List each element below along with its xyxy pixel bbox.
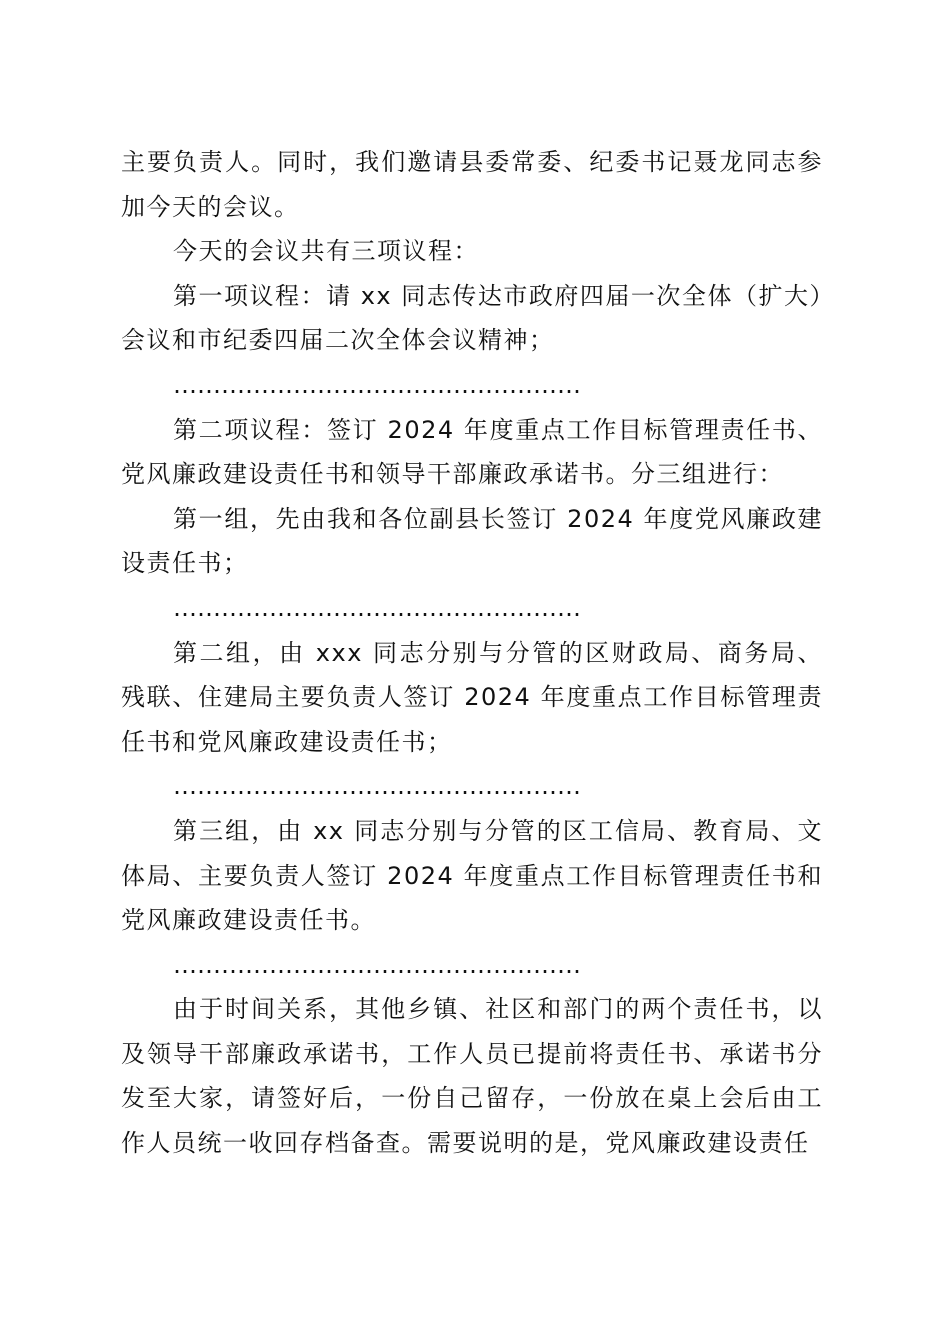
ellipsis-separator: …………………………………………… [173, 950, 581, 979]
ellipsis-separator: …………………………………………… [173, 593, 581, 622]
paragraph-closing-note: 由于时间关系，其他乡镇、社区和部门的两个责任书，以及领导干部廉政承诺书，工作人员已提前将责任书、承诺书分发至大家，请签好后，一份自己留存，一份放在桌上会后由工作人员统一收回存档备查。需要说明的是，党风廉政建设责任 [121, 995, 823, 1158]
paragraph-group-1: 第一组，先由我和各位副县长签订 2024 年度党风廉政建设责任书； [121, 504, 823, 578]
document-body [121, 140, 823, 1166]
paragraph-agenda-item-2: 第二项议程：签订 2024 年度重点工作目标管理责任书、党风廉政建设责任书和领导干部廉政承诺书。分三组进行： [121, 415, 823, 489]
paragraph-attendees: 主要负责人。同时，我们邀请县委常委、纪委书记聂龙同志参加今天的会议。 [121, 148, 823, 221]
paragraph-agenda-intro: 今天的会议共有三项议程： [173, 237, 479, 266]
paragraph-agenda-item-1: 第一项议程：请 xx 同志传达市政府四届一次全体（扩大）会议和市纪委四届二次全体会议精神； [121, 281, 823, 355]
paragraph-group-2: 第二组，由 xxx 同志分别与分管的区财政局、商务局、残联、住建局主要负责人签订 2024 年度重点工作目标管理责任书和党风廉政建设责任书； [121, 638, 823, 756]
paragraph-group-3: 第三组，由 xx 同志分别与分管的区工信局、教育局、文体局、主要负责人签订 2024 年度重点工作目标管理责任书和党风廉政建设责任书。 [121, 816, 823, 935]
ellipsis-separator: …………………………………………… [173, 370, 581, 399]
ellipsis-separator: …………………………………………… [173, 772, 581, 801]
